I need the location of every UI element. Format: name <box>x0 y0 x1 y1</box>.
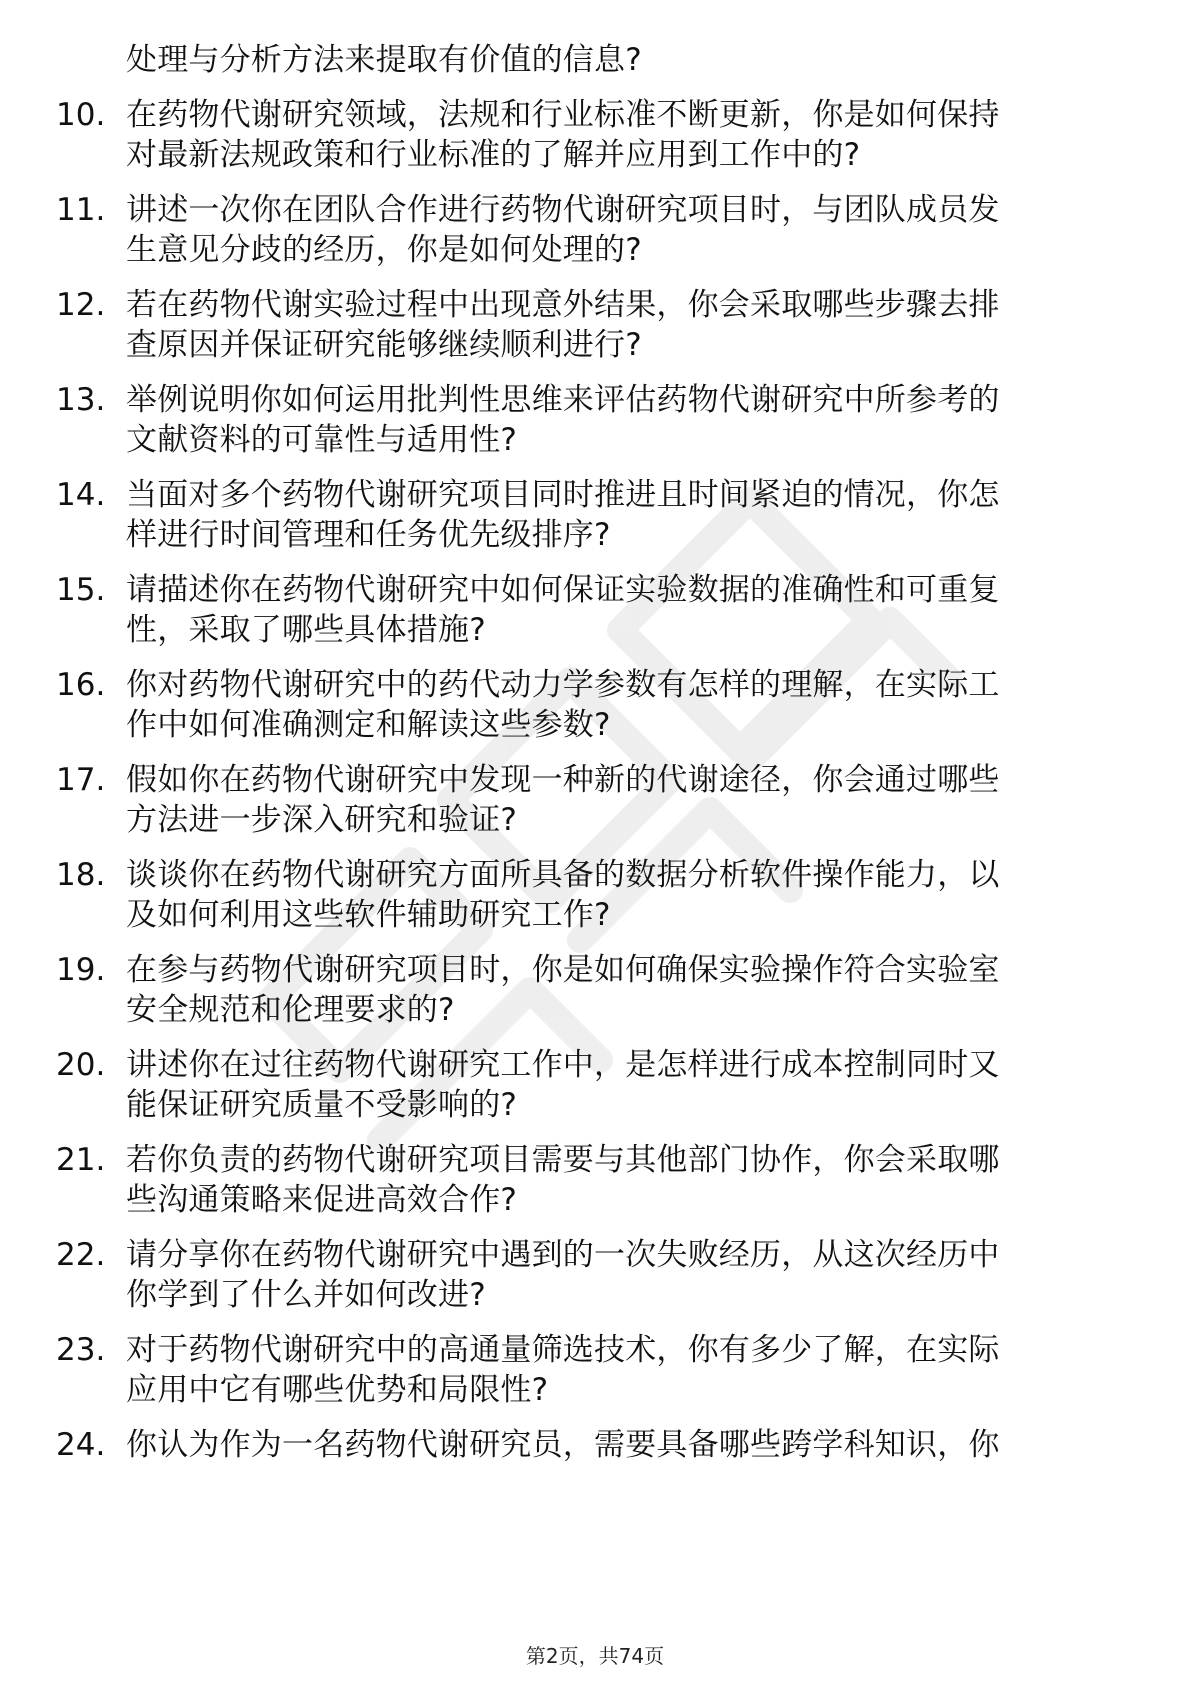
question-text-line: 应用中它有哪些优势和局限性? <box>126 1372 549 1408</box>
continuation-text: 处理与分析方法来提取有价值的信息? <box>126 42 642 78</box>
question-text-line: 举例说明你如何运用批判性思维来评估药物代谢研究中所参考的 <box>126 382 1000 418</box>
question-text-line: 你认为作为一名药物代谢研究员，需要具备哪些跨学科知识，你 <box>126 1427 1000 1463</box>
question-text-line: 查原因并保证研究能够继续顺利进行? <box>126 327 642 363</box>
question-number: 12. <box>56 287 106 323</box>
question-number: 22. <box>56 1237 106 1273</box>
question-text <box>126 285 1116 365</box>
question-text <box>126 665 1116 745</box>
list-item <box>56 285 1116 365</box>
question-text-line: 请描述你在药物代谢研究中如何保证实验数据的准确性和可重复 <box>126 572 1000 608</box>
list-item <box>56 475 1116 555</box>
question-text-line: 生意见分歧的经历，你是如何处理的? <box>126 232 642 268</box>
list-item <box>56 1330 1116 1410</box>
question-text <box>126 1235 1116 1315</box>
list-item <box>56 665 1116 745</box>
question-number: 16. <box>56 667 106 703</box>
question-text-line: 对最新法规政策和行业标准的了解并应用到工作中的? <box>126 137 861 173</box>
question-text-line: 谈谈你在药物代谢研究方面所具备的数据分析软件操作能力，以 <box>126 857 1000 893</box>
list-item <box>56 380 1116 460</box>
question-text-line: 能保证研究质量不受影响的? <box>126 1087 518 1123</box>
question-text <box>126 1425 1116 1465</box>
question-text-line: 对于药物代谢研究中的高通量筛选技术，你有多少了解，在实际 <box>126 1332 1000 1368</box>
question-text <box>126 190 1116 270</box>
question-text-line: 若你负责的药物代谢研究项目需要与其他部门协作，你会采取哪 <box>126 1142 1000 1178</box>
list-item <box>56 1235 1116 1315</box>
list-item <box>56 1425 1116 1465</box>
question-text-line: 讲述你在过往药物代谢研究工作中，是怎样进行成本控制同时又 <box>126 1047 1000 1083</box>
question-text-line: 方法进一步深入研究和验证? <box>126 802 518 838</box>
question-text-line: 在参与药物代谢研究项目时，你是如何确保实验操作符合实验室 <box>126 952 1000 988</box>
question-list <box>56 40 1116 1465</box>
list-item <box>56 760 1116 840</box>
question-text <box>126 380 1116 460</box>
question-text-line: 你学到了什么并如何改进? <box>126 1277 486 1313</box>
question-text-line: 些沟通策略来促进高效合作? <box>126 1182 518 1218</box>
question-number: 14. <box>56 477 106 513</box>
list-item <box>56 95 1116 175</box>
question-number: 10. <box>56 97 106 133</box>
question-text <box>126 950 1116 1030</box>
question-number: 24. <box>56 1427 106 1463</box>
question-text-line: 安全规范和伦理要求的? <box>126 992 455 1028</box>
question-text-line: 及如何利用这些软件辅助研究工作? <box>126 897 611 933</box>
question-text-line: 当面对多个药物代谢研究项目同时推进且时间紧迫的情况，你怎 <box>126 477 1000 513</box>
question-text-line: 作中如何准确测定和解读这些参数? <box>126 707 611 743</box>
list-item <box>56 570 1116 650</box>
question-number: 18. <box>56 857 106 893</box>
question-text <box>126 1140 1116 1220</box>
question-number: 20. <box>56 1047 106 1083</box>
question-number: 17. <box>56 762 106 798</box>
question-number: 21. <box>56 1142 106 1178</box>
question-number: 13. <box>56 382 106 418</box>
question-number: 19. <box>56 952 106 988</box>
list-item <box>56 1140 1116 1220</box>
question-text <box>126 855 1116 935</box>
question-number: 23. <box>56 1332 106 1368</box>
list-item <box>56 855 1116 935</box>
question-text <box>126 1045 1116 1125</box>
question-text <box>126 95 1116 175</box>
question-text-line: 样进行时间管理和任务优先级排序? <box>126 517 611 553</box>
question-number: 11. <box>56 192 106 228</box>
list-item <box>56 190 1116 270</box>
question-text <box>126 760 1116 840</box>
question-text-line: 文献资料的可靠性与适用性? <box>126 422 518 458</box>
question-text-line: 假如你在药物代谢研究中发现一种新的代谢途径，你会通过哪些 <box>126 762 1000 798</box>
question-text-line: 你对药物代谢研究中的药代动力学参数有怎样的理解，在实际工 <box>126 667 1000 703</box>
question-number: 15. <box>56 572 106 608</box>
question-text-line: 在药物代谢研究领域，法规和行业标准不断更新，你是如何保持 <box>126 97 1000 133</box>
question-text-line: 请分享你在药物代谢研究中遇到的一次失败经历，从这次经历中 <box>126 1237 1000 1273</box>
question-text <box>126 570 1116 650</box>
question-text <box>126 1330 1116 1410</box>
list-item <box>56 1045 1116 1125</box>
question-text-line: 讲述一次你在团队合作进行药物代谢研究项目时，与团队成员发 <box>126 192 1000 228</box>
page-footer: 第2页，共74页 <box>525 1644 665 1668</box>
question-text <box>126 475 1116 555</box>
question-text-line: 性，采取了哪些具体措施? <box>126 612 486 648</box>
list-item <box>56 950 1116 1030</box>
question-text-line: 若在药物代谢实验过程中出现意外结果，你会采取哪些步骤去排 <box>126 287 1000 323</box>
